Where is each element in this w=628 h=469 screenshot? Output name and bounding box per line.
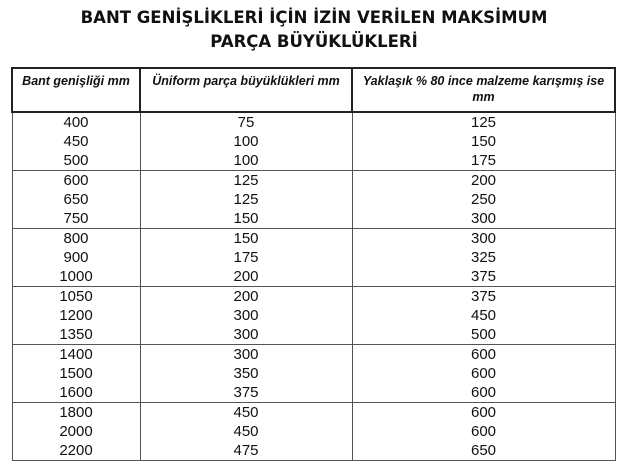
table-row [12, 132, 615, 151]
cell-belt-width: 800 [12, 229, 140, 249]
table-row [12, 403, 615, 423]
cell-fine-material-mix: 300 [352, 209, 615, 229]
cell-uniform-piece-size: 450 [140, 422, 352, 441]
cell-uniform-piece-size: 450 [140, 403, 352, 423]
cell-belt-width: 1800 [12, 403, 140, 423]
table-row [12, 441, 615, 461]
cell-belt-width: 2000 [12, 422, 140, 441]
cell-belt-width: 750 [12, 209, 140, 229]
cell-uniform-piece-size: 350 [140, 364, 352, 383]
title-line-2: PARÇA BÜYÜKLÜKLERİ [210, 32, 418, 51]
cell-belt-width: 1000 [12, 267, 140, 287]
cell-uniform-piece-size: 200 [140, 267, 352, 287]
cell-fine-material-mix: 250 [352, 190, 615, 209]
cell-uniform-piece-size: 200 [140, 287, 352, 307]
table-row [12, 325, 615, 345]
document-title [0, 6, 628, 54]
title-line-1: BANT GENİŞLİKLERİ İÇİN İZİN VERİLEN MAKSİMUM [80, 8, 548, 27]
cell-fine-material-mix: 175 [352, 151, 615, 171]
cell-belt-width: 900 [12, 248, 140, 267]
table-row [12, 190, 615, 209]
table-row [12, 364, 615, 383]
cell-uniform-piece-size: 75 [140, 112, 352, 132]
table-row [12, 112, 615, 132]
cell-belt-width: 1400 [12, 345, 140, 365]
cell-belt-width: 1350 [12, 325, 140, 345]
cell-uniform-piece-size: 300 [140, 345, 352, 365]
cell-uniform-piece-size: 475 [140, 441, 352, 461]
cell-uniform-piece-size: 150 [140, 229, 352, 249]
cell-belt-width: 1050 [12, 287, 140, 307]
cell-belt-width: 1200 [12, 306, 140, 325]
header-belt-width: Bant genişliği mm [12, 68, 140, 112]
cell-fine-material-mix: 300 [352, 229, 615, 249]
header-uniform-piece-size: Üniform parça büyüklükleri mm [140, 68, 352, 112]
cell-belt-width: 650 [12, 190, 140, 209]
cell-fine-material-mix: 325 [352, 248, 615, 267]
table-header-row [12, 68, 615, 112]
cell-belt-width: 450 [12, 132, 140, 151]
table-row [12, 267, 615, 287]
cell-belt-width: 500 [12, 151, 140, 171]
table-row [12, 422, 615, 441]
table-body [12, 112, 615, 461]
table-row [12, 171, 615, 191]
table-row [12, 383, 615, 403]
table-row [12, 229, 615, 249]
cell-belt-width: 1600 [12, 383, 140, 403]
table-row [12, 248, 615, 267]
cell-fine-material-mix: 375 [352, 287, 615, 307]
cell-fine-material-mix: 650 [352, 441, 615, 461]
cell-uniform-piece-size: 175 [140, 248, 352, 267]
belt-width-table [11, 67, 616, 461]
cell-fine-material-mix: 500 [352, 325, 615, 345]
cell-belt-width: 1500 [12, 364, 140, 383]
cell-fine-material-mix: 600 [352, 345, 615, 365]
cell-uniform-piece-size: 300 [140, 325, 352, 345]
cell-belt-width: 600 [12, 171, 140, 191]
cell-belt-width: 2200 [12, 441, 140, 461]
table-row [12, 306, 615, 325]
header-fine-material-mix: Yaklaşık % 80 ince malzeme karışmış ise mm [352, 68, 615, 112]
cell-fine-material-mix: 600 [352, 403, 615, 423]
table-row [12, 151, 615, 171]
cell-uniform-piece-size: 125 [140, 190, 352, 209]
cell-fine-material-mix: 150 [352, 132, 615, 151]
table-row [12, 209, 615, 229]
cell-fine-material-mix: 450 [352, 306, 615, 325]
cell-fine-material-mix: 600 [352, 422, 615, 441]
cell-uniform-piece-size: 100 [140, 132, 352, 151]
cell-uniform-piece-size: 100 [140, 151, 352, 171]
cell-fine-material-mix: 375 [352, 267, 615, 287]
cell-belt-width: 400 [12, 112, 140, 132]
cell-fine-material-mix: 600 [352, 364, 615, 383]
cell-fine-material-mix: 600 [352, 383, 615, 403]
cell-fine-material-mix: 200 [352, 171, 615, 191]
cell-fine-material-mix: 125 [352, 112, 615, 132]
table-row [12, 345, 615, 365]
cell-uniform-piece-size: 300 [140, 306, 352, 325]
cell-uniform-piece-size: 375 [140, 383, 352, 403]
table-row [12, 287, 615, 307]
cell-uniform-piece-size: 125 [140, 171, 352, 191]
cell-uniform-piece-size: 150 [140, 209, 352, 229]
